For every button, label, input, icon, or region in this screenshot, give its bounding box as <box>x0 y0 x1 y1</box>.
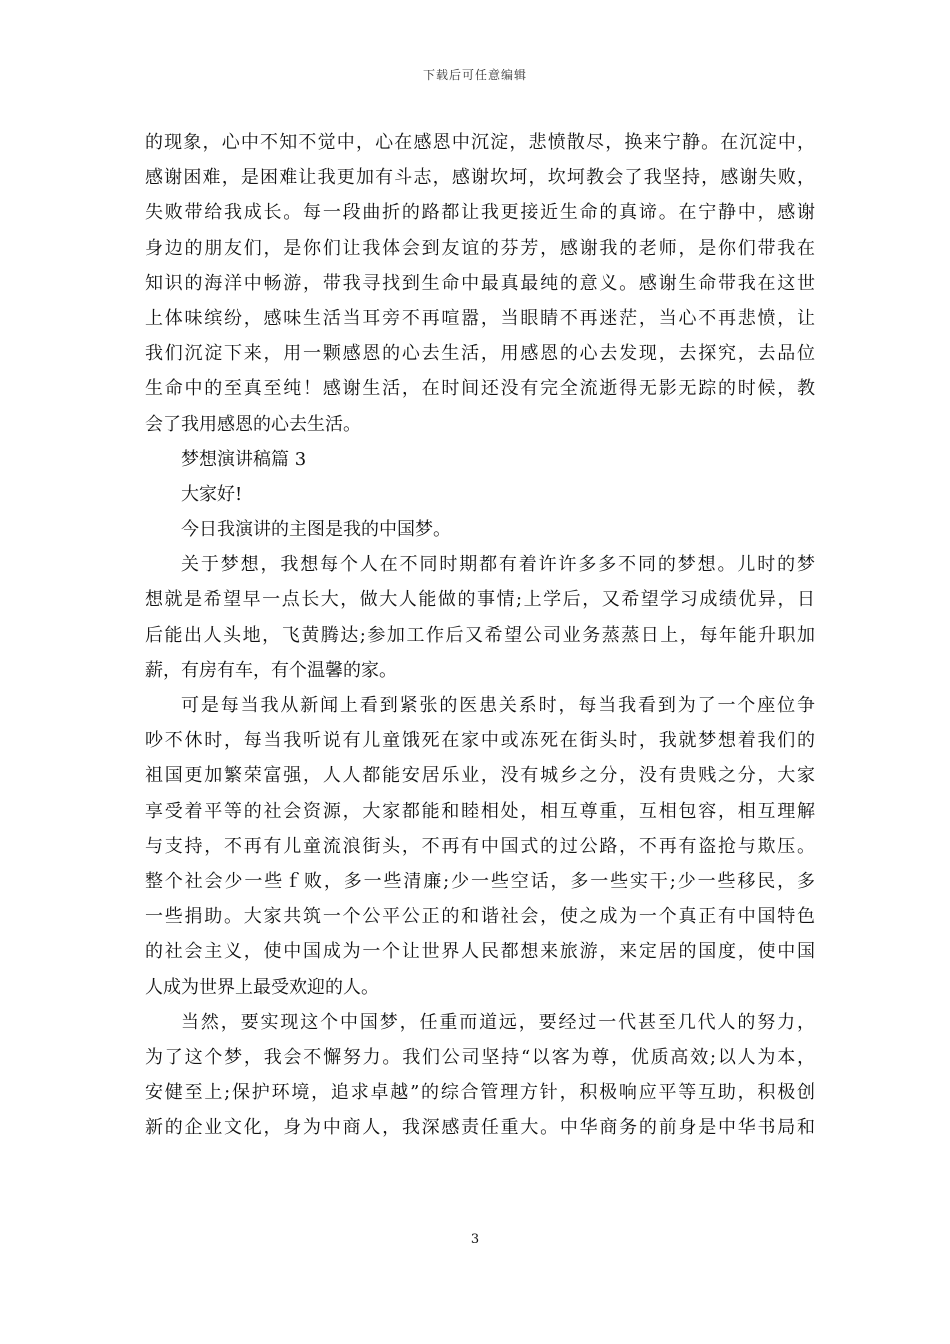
text-line: 吵不休时，每当我听说有儿童饿死在家中或冻死在街头时，我就梦想着我们的 <box>145 730 815 752</box>
text-line: 可是每当我从新闻上看到紧张的医患关系时，每当我看到为了一个座位争 <box>181 695 815 716</box>
text-line: 一些捐助。大家共筑一个公平公正的和谐社会，使之成为一个真正有中国特色 <box>145 906 815 928</box>
section-heading: 梦想演讲稿篇 3 <box>181 448 307 470</box>
text-line: 今日我演讲的主图是我的中国梦。 <box>181 519 451 541</box>
text-line: 为了这个梦，我会不懈努力。我们公司坚持“以客为尊，优质高效;以人为本， <box>145 1046 815 1068</box>
text-line: 安健至上;保护环境，追求卓越”的综合管理方针，积极响应平等互助，积极创 <box>145 1082 815 1104</box>
document-body <box>145 125 815 1145</box>
page-header: 下载后可任意编辑 <box>422 68 527 82</box>
text-line: 的社会主义，使中国成为一个让世界人民都想来旅游，来定居的国度，使中国 <box>145 941 815 963</box>
text-line: 知识的海洋中畅游，带我寻找到生命中最真最纯的意义。感谢生命带我在这世 <box>145 272 815 294</box>
text-line: 失败带给我成长。每一段曲折的路都让我更接近生命的真谛。在宁静中，感谢 <box>145 202 815 224</box>
text-line: 新的企业文化，身为中商人，我深感责任重大。中华商务的前身是中华书局和 <box>145 1117 815 1139</box>
text-line: 会了我用感恩的心去生活。 <box>145 413 361 435</box>
text-line: 人成为世界上最受欢迎的人。 <box>145 976 379 998</box>
text-line: 的现象，心中不知不觉中，心在感恩中沉淀，悲愤散尽，换来宁静。在沉淀中， <box>145 132 815 153</box>
text-line: 感谢困难，是困难让我更加有斗志，感谢坎坷，坎坷教会了我坚持，感谢失败， <box>145 167 815 189</box>
text-line: 整个社会少一些ｆ败，多一些清廉;少一些空话，多一些实干;少一些移民，多 <box>145 870 815 892</box>
text-line: 生命中的至真至纯！感谢生活，在时间还没有完全流逝得无影无踪的时候，教 <box>145 378 815 400</box>
text-line: 与支持，不再有儿童流浪街头，不再有中国式的过公路，不再有盗抢与欺压。 <box>145 835 815 857</box>
text-line: 后能出人头地，飞黄腾达;参加工作后又希望公司业务蒸蒸日上，每年能升职加 <box>145 624 815 646</box>
text-line: 上体味缤纷，感味生活当耳旁不再喧嚣，当眼睛不再迷茫，当心不再悲愤，让 <box>145 307 815 329</box>
text-line: 当然，要实现这个中国梦，任重而道远，要经过一代甚至几代人的努力， <box>181 1011 815 1033</box>
text-line: 享受着平等的社会资源，大家都能和睦相处，相互尊重，互相包容，相互理解 <box>145 800 815 822</box>
text-line: 关于梦想，我想每个人在不同时期都有着许许多多不同的梦想。儿时的梦 <box>181 554 815 576</box>
text-line: 想就是希望早一点长大，做大人能做的事情;上学后，又希望学习成绩优异，日 <box>145 589 815 611</box>
greeting-line: 大家好! <box>181 483 243 505</box>
text-line: 祖国更加繁荣富强，人人都能安居乐业，没有城乡之分，没有贵贱之分，大家 <box>145 765 815 787</box>
text-line: 薪，有房有车，有个温馨的家。 <box>145 659 397 681</box>
text-line: 身边的朋友们，是你们让我体会到友谊的芬芳，感谢我的老师，是你们带我在 <box>145 237 815 259</box>
text-line: 我们沉淀下来，用一颗感恩的心去生活，用感恩的心去发现，去探究，去品位 <box>145 343 815 365</box>
page-number: 3 <box>470 1232 480 1247</box>
